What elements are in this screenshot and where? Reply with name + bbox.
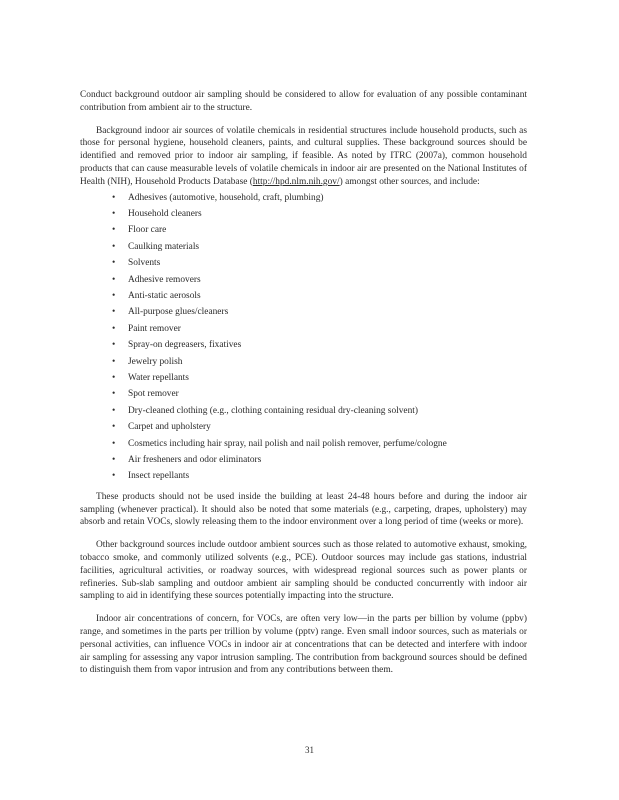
list-item: • Paint remover: [128, 321, 527, 337]
list-item: • Anti-static aerosols: [128, 288, 527, 304]
household-products-list: [80, 190, 527, 485]
paragraph-text: ) amongst other sources, and include:: [339, 176, 480, 187]
paragraph-outdoor-sampling: Conduct background outdoor air sampling should be considered to allow for evaluation of any possible contaminant contribution from ambient air to the structure.: [80, 90, 527, 113]
list-item: • Carpet and upholstery: [128, 419, 527, 435]
paragraph-concentrations: Indoor air concentrations of concern, for VOCs, are often very low—in the parts per billion by volume (ppbv) range, and sometimes in the parts per trillion by volume (pptv) range. Even small indoor sources, such as materials or personal activities, can influence VOCs in indoor air at concentrations that can be detected and interfere with indoor air sampling for assessing any vapor intrusion sampling. The contribution from background sources should be defined to distinguish them from vapor intrusion and from any contributions between them.: [80, 614, 527, 676]
list-item: • Spot remover: [128, 386, 527, 402]
list-item: • Floor care: [128, 222, 527, 238]
list-item: • Solvents: [128, 255, 527, 271]
list-item: • Insect repellants: [128, 468, 527, 484]
paragraph-background-sources: [80, 125, 527, 189]
list-item: • All-purpose glues/cleaners: [128, 304, 527, 320]
list-item: • Cosmetics including hair spray, nail polish and nail polish remover, perfume/cologne: [128, 436, 527, 452]
list-item: • Dry-cleaned clothing (e.g., clothing containing residual dry-cleaning solvent): [128, 403, 527, 419]
page-number: 31: [305, 745, 314, 755]
list-item: • Air fresheners and odor eliminators: [128, 452, 527, 468]
list-item: • Caulking materials: [128, 239, 527, 255]
list-item: • Spray-on degreasers, fixatives: [128, 337, 527, 353]
list-item: • Water repellants: [128, 370, 527, 386]
paragraph-product-use: These products should not be used inside the building at least 24-48 hours before and during the indoor air sampling (whenever practical). It should also be noted that some materials (e.g., carpeting, drapes, upholstery) may absorb and retain VOCs, slowly releasing them to the indoor environment over a long period of time (weeks or more).: [80, 491, 527, 528]
list-item: • Household cleaners: [128, 206, 527, 222]
paragraph-ambient-sources: Other background sources include outdoor ambient sources such as those related to automotive exhaust, smoking, tobacco smoke, and commonly utilized solvents (e.g., PCE). Outdoor sources may include gas stations, industrial facilities, agricultural activities, or roadway sources, with widespread regional sources such as power plants or refineries. Sub-slab sampling and outdoor ambient air sampling should be conducted concurrently with indoor air sampling to aid in identifying these sources potentially impacting into the structure.: [80, 540, 527, 602]
hpd-link[interactable]: http://hpd.nlm.nih.gov/: [252, 176, 340, 187]
list-item: • Adhesive removers: [128, 272, 527, 288]
list-item: • Jewelry polish: [128, 354, 527, 370]
paragraph-text: Background indoor air sources of volatile chemicals in residential structures include household products, such as those for personal hygiene, household cleaners, paints, and cultural supplies. These background sources should be identified and removed prior to indoor air sampling, if feasible. As noted by ITRC (2007a), common household products that can cause measurable levels of volatile chemicals in indoor air are presented on the National Institutes of Health (NIH), Household Products Database (: [80, 125, 527, 187]
list-item: • Adhesives (automotive, household, craft, plumbing): [128, 190, 527, 206]
